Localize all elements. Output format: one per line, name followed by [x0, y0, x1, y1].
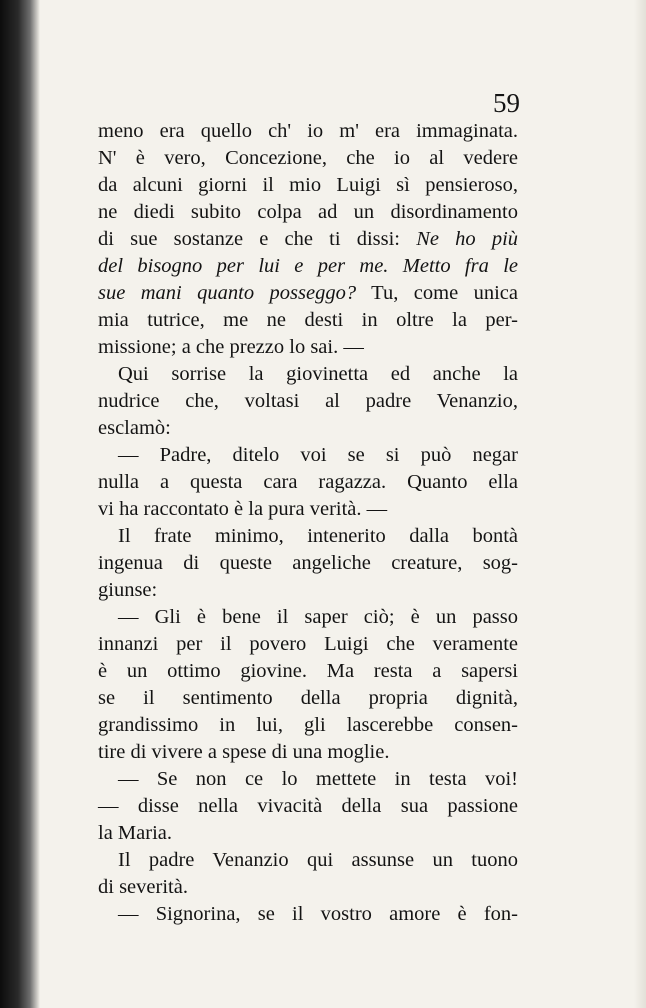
text-line: se il sentimento della propria dignità,: [98, 687, 518, 709]
text-line: meno era quello ch' io m' era immaginata.: [98, 120, 518, 142]
text-line: [98, 226, 518, 253]
text-line: [98, 280, 518, 307]
text-line: missione; a che prezzo lo sai. —: [98, 336, 364, 358]
text-line: — Signorina, se il vostro amore è fon-: [118, 903, 518, 925]
page-number: 59: [493, 88, 520, 118]
text-line: N' è vero, Concezione, che io al vedere: [98, 147, 518, 169]
text-line: nulla a questa cara ragazza. Quanto ella: [98, 471, 518, 493]
text-line: vi ha raccontato è la pura verità. —: [98, 498, 388, 520]
text-line: — Se non ce lo mettete in testa voi!: [118, 768, 518, 790]
text-segment: Tu, come unica: [371, 282, 518, 304]
text-line: la Maria.: [98, 822, 172, 844]
text-line: Il padre Venanzio qui assunse un tuono: [118, 849, 518, 871]
text-line: ne diedi subito colpa ad un disordinamento: [98, 201, 518, 223]
text-line: nudrice che, voltasi al padre Venanzio,: [98, 390, 518, 412]
text-segment: di sue sostanze e che ti dissi:: [98, 228, 401, 250]
italic-segment: sue mani quanto posseggo?: [98, 282, 357, 304]
text-line: tire di vivere a spese di una moglie.: [98, 741, 390, 763]
text-line: è un ottimo giovine. Ma resta a sapersi: [98, 660, 518, 682]
text-line: — Padre, ditelo voi se si può negar: [118, 444, 518, 466]
text-line: da alcuni giorni il mio Luigi sì pensieroso,: [98, 174, 518, 196]
text-line: — Gli è bene il saper ciò; è un passo: [118, 606, 518, 628]
text-line: esclamò:: [98, 417, 171, 439]
text-line: di severità.: [98, 876, 188, 898]
text-line: innanzi per il povero Luigi che veramente: [98, 633, 518, 655]
italic-segment: Ne ho più: [416, 228, 519, 250]
text-line: giunse:: [98, 579, 158, 601]
text-line: ingenua di queste angeliche creature, sog-: [98, 552, 518, 574]
text-line: grandissimo in lui, gli lascerebbe consen-: [98, 714, 518, 736]
text-line: — disse nella vivacità della sua passione: [98, 795, 518, 817]
text-line: Il frate minimo, intenerito dalla bontà: [118, 525, 518, 547]
text-line: Qui sorrise la giovinetta ed anche la: [118, 363, 518, 385]
text-line: del bisogno per lui e per me. Metto fra le: [98, 255, 518, 277]
text-line: mia tutrice, me ne desti in oltre la per-: [98, 309, 518, 331]
